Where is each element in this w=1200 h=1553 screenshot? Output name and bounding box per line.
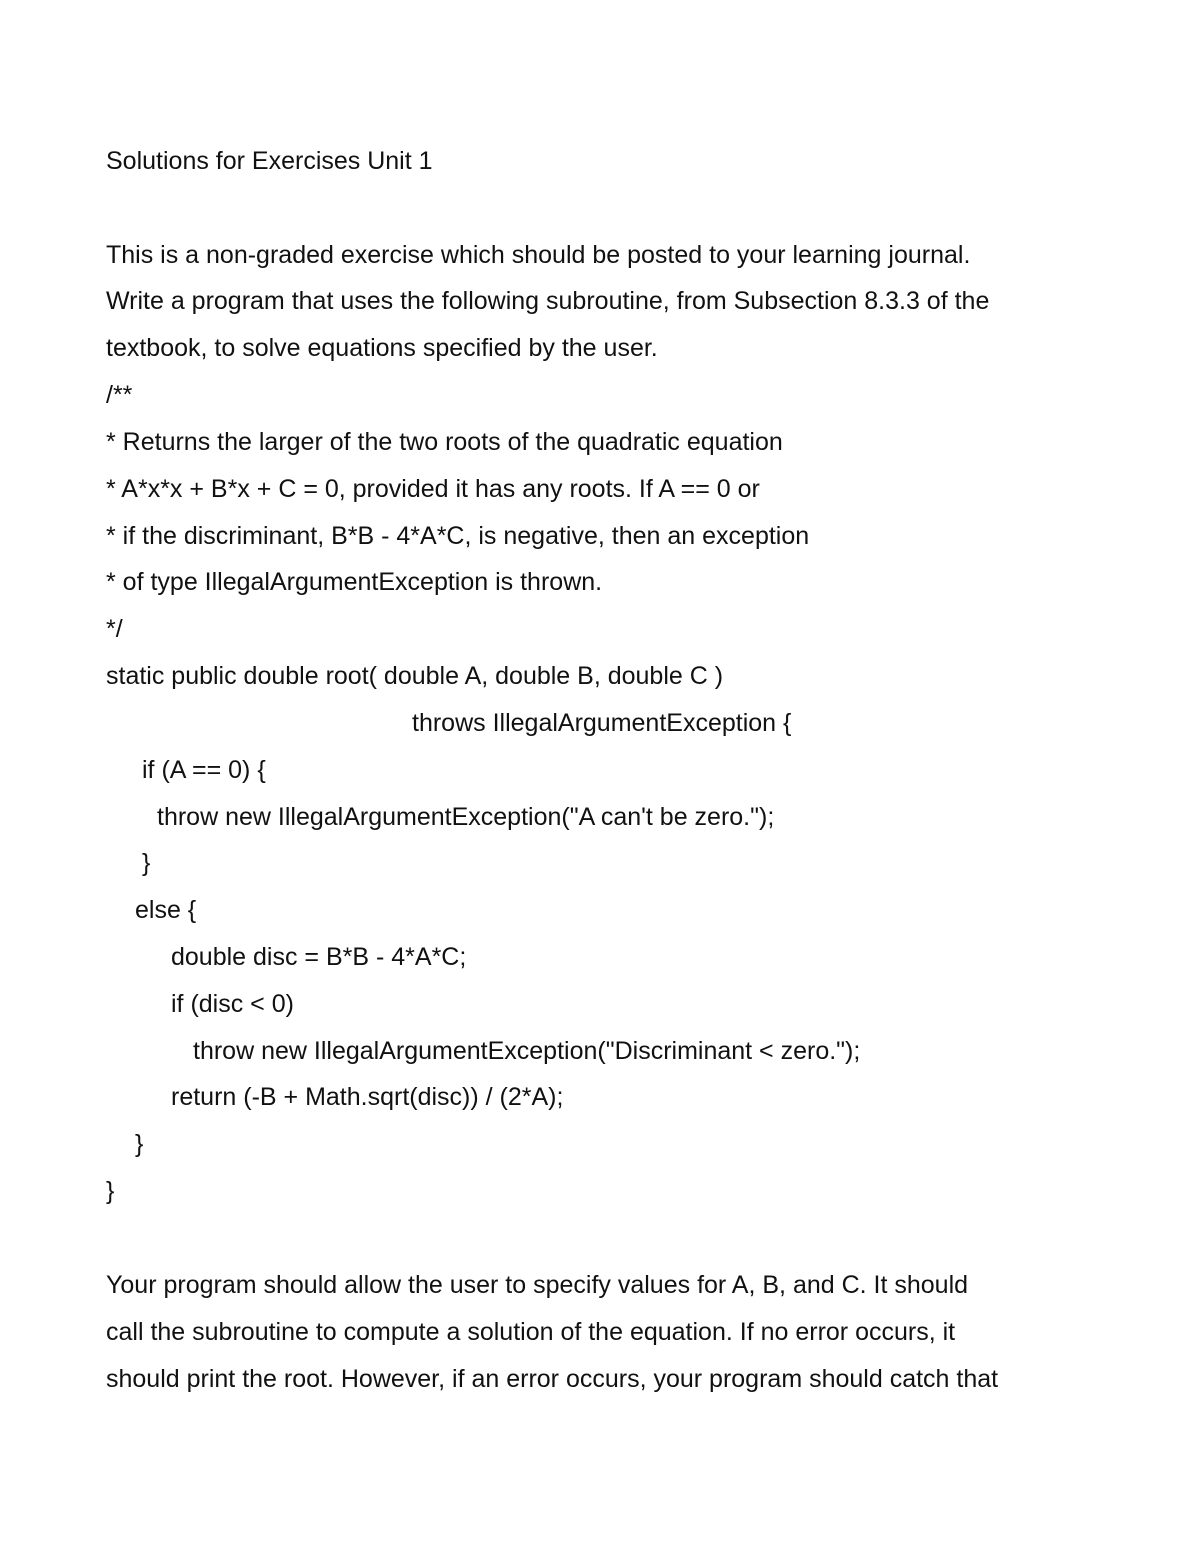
outro-line-1: Your program should allow the user to specify values for A, B, and C. It should (106, 1271, 969, 1299)
code-line: if (disc < 0) (171, 990, 294, 1018)
code-line: * Returns the larger of the two roots of the quadratic equation (106, 428, 783, 456)
outro-line-2: call the subroutine to compute a solution of the equation. If no error occurs, it (106, 1318, 956, 1346)
code-line: /** (106, 381, 133, 409)
document-title: Solutions for Exercises Unit 1 (106, 147, 433, 175)
outro-line-3: should print the root. However, if an error occurs, your program should catch that (106, 1365, 999, 1393)
code-line: * if the discriminant, B*B - 4*A*C, is negative, then an exception (106, 522, 810, 550)
code-line: throw new IllegalArgumentException("Discriminant < zero."); (193, 1037, 861, 1065)
intro-line-3: textbook, to solve equations specified by the user. (106, 334, 658, 362)
intro-line-2: Write a program that uses the following subroutine, from Subsection 8.3.3 of the (106, 287, 990, 315)
code-line: static public double root( double A, double B, double C ) (106, 662, 724, 690)
code-line: throws IllegalArgumentException { (412, 709, 792, 737)
intro-line-1: This is a non-graded exercise which should be posted to your learning journal. (106, 241, 971, 269)
code-line: * of type IllegalArgumentException is thrown. (106, 568, 603, 596)
code-line: * A*x*x + B*x + C = 0, provided it has any roots. If A == 0 or (106, 475, 760, 503)
code-line: double disc = B*B - 4*A*C; (171, 943, 467, 971)
code-line: } (142, 849, 151, 877)
code-line: if (A == 0) { (142, 756, 266, 784)
code-line: throw new IllegalArgumentException("A can't be zero."); (157, 803, 775, 831)
code-line: else { (135, 896, 197, 924)
code-line: } (135, 1130, 144, 1158)
code-line: return (-B + Math.sqrt(disc)) / (2*A); (171, 1083, 564, 1111)
code-line: } (106, 1177, 115, 1205)
code-line: */ (106, 615, 123, 643)
